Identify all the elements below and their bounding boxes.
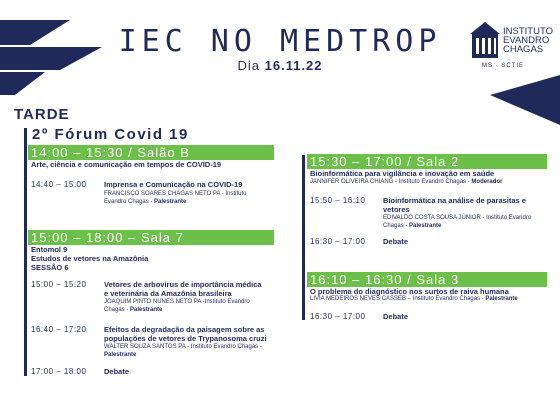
forum-title: 2º Fórum Covid 19 (32, 126, 189, 143)
event-date: Dia 16.11.22 (237, 58, 323, 73)
session-subtitle: O problema do diagnóstico nos surtos de raiva humana (310, 287, 509, 296)
item-title: Vetores de arbovírus de importância médica e veterinária da Amazônia brasileira (104, 280, 262, 298)
item-time: 15:00 – 15:20 (31, 280, 87, 289)
item-title: Debate (383, 312, 409, 321)
session-bar-sala-3: 16:10 – 16:30 / Sala 3 (307, 272, 547, 287)
page-title: IEC NO MEDTROP (118, 24, 442, 59)
item-time: 16:30 – 17:00 (310, 312, 366, 321)
session-bar-salao-b: 14:00 – 15:30 / Salão B (28, 145, 274, 160)
session-subtitle: Arte, ciência e comunicação em tempos de COVID-19 (31, 160, 222, 169)
item-speaker: EDIVALDO COSTA SOUSA JÚNIOR - Instituto Evandro Chagas - Palestrante (383, 215, 532, 229)
item-time: 14:40 – 15:00 (31, 180, 87, 189)
item-speaker: WALTER SOUZA SANTOS PA - Instituto Evandro Chagas - Palestrante (104, 344, 262, 358)
item-time: 16:30 – 17:00 (310, 237, 366, 246)
item-speaker: FRANCISCO SOARES CHAGAS NETO PA - Instituto Evandro Chagas - Palestrante (104, 191, 247, 205)
session-subtitle: Bioinformática para vigilância e inovação em saúde (310, 169, 495, 178)
item-title: Imprensa e Comunicação na COVID-19 (104, 180, 243, 189)
item-time: 17:00 – 18:00 (31, 367, 87, 376)
item-time: 16:40 – 17:20 (31, 325, 87, 334)
item-title: Debate (104, 367, 130, 376)
left-timeline-line (24, 128, 27, 376)
session-moderator: JANNIFER OLIVEIRA CHIANG - Instituto Evandro Chagas - Moderador (310, 179, 503, 185)
session-bar-sala-2: 15:30 – 17:00 / Sala 2 (307, 154, 547, 169)
item-time: 15:50 – 16:10 (310, 196, 366, 205)
item-title: Debate (383, 237, 409, 246)
session-subtitle: Entomol 9 Estudos de vetores na Amazônia SESSÃO 6 (31, 245, 149, 272)
item-title: Efeitos da degradação da paisagem sobre as populações de vetores de Trypanosoma cruzi (104, 325, 267, 343)
logo-subtitle: MS · SCTIE (482, 63, 525, 69)
item-title: Bioinformática na análise de parasitas e vetores (383, 196, 526, 214)
session-speaker: LIVIA MEDEIROS NEVES CASSEB – Instituto Evandro Chagas - Palestrante (310, 296, 518, 302)
right-timeline-line (302, 155, 305, 320)
session-bar-sala-7: 15:00 – 18:00 – Sala 7 (28, 230, 274, 245)
item-speaker: JOAQUIM PINTO NUNES NETO PA -Instituto Evandro Chagas - Palestrante (104, 299, 250, 313)
logo-text: INSTITUTO EVANDRO CHAGAS (503, 26, 553, 55)
section-heading: TARDE (14, 106, 70, 123)
